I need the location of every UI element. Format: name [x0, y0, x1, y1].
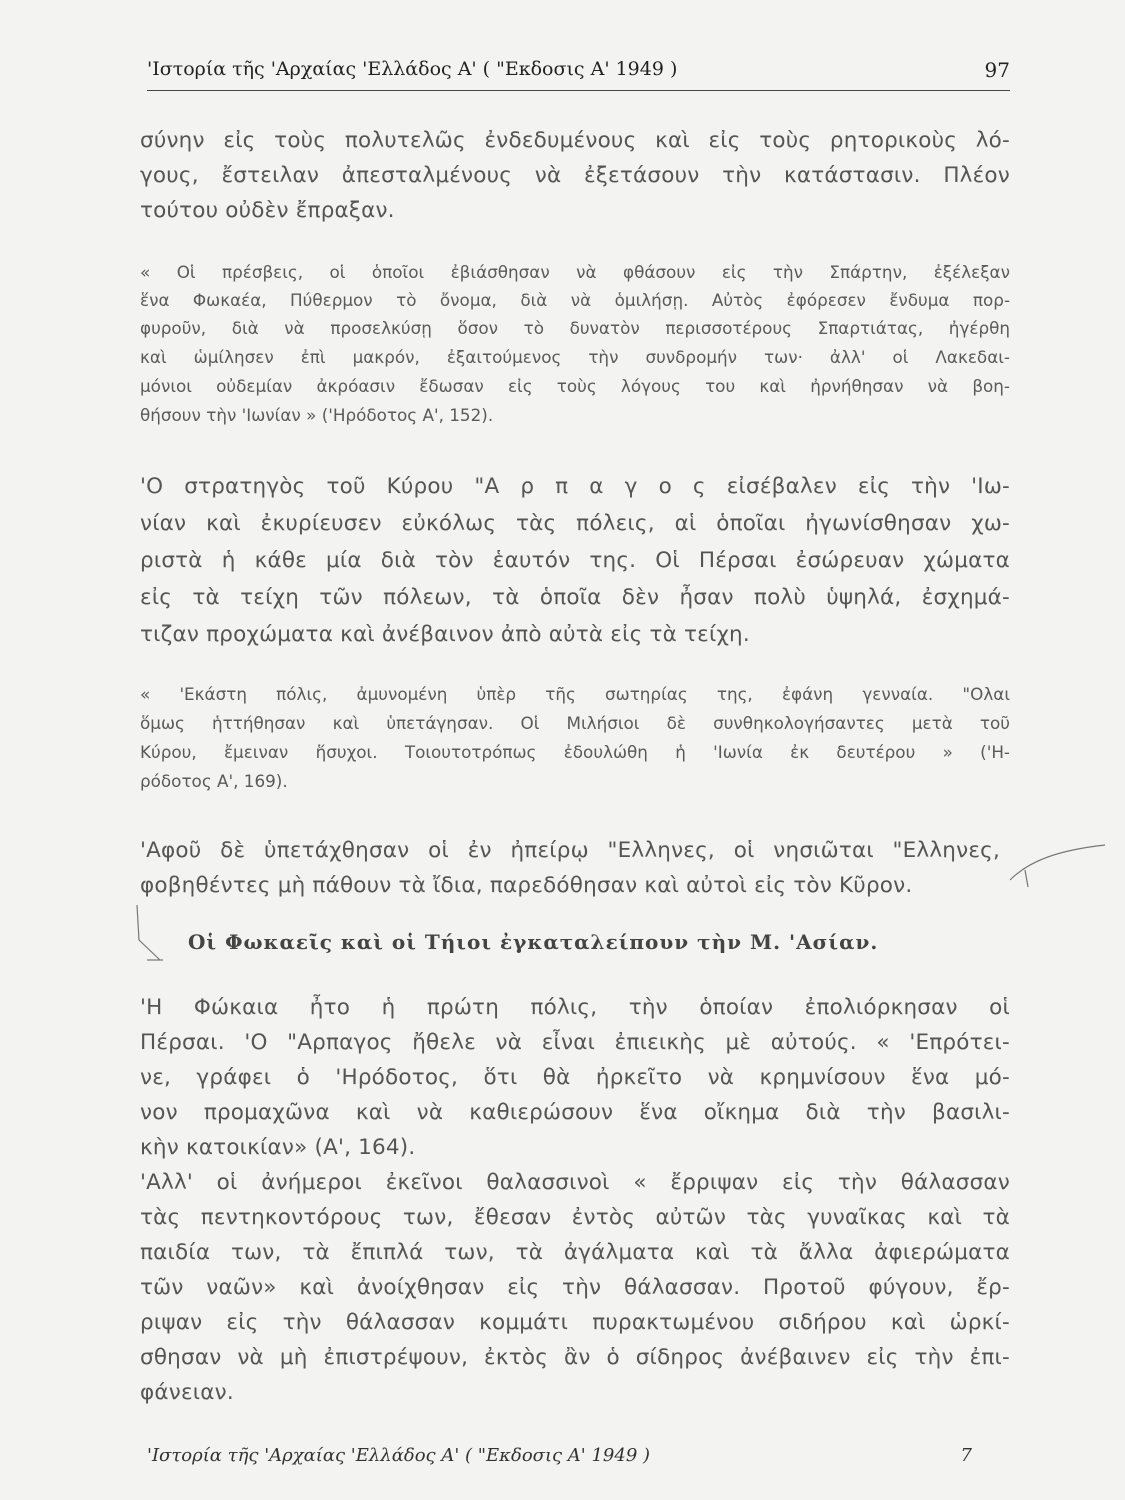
text-line: ριστὰ ἡ κάθε μία διὰ τὸν ἑαυτόν της. Οἱ Πέρσαι ἐσώρευαν χώματα	[140, 548, 1010, 573]
text-line: νε, γράφει ὁ 'Ηρόδοτος, ὅτι θὰ ἠρκεῖτο νὰ κρημνίσουν ἕνα μό-	[140, 1065, 1010, 1090]
text-line: 'Η Φώκαια ἦτο ἡ πρώτη πόλις, τὴν ὁποίαν ἐπολιόρκησαν οἱ	[140, 995, 1010, 1020]
running-header	[147, 56, 1010, 91]
text-line: παιδία των, τὰ ἔπιπλά των, τὰ ἀγάλματα καὶ τὰ ἄλλα ἀφιερώματα	[140, 1240, 1010, 1265]
text-line: σύνην εἰς τοὺς πολυτελῶς ἐνδεδυμένους καὶ εἰς τοὺς ρητορικοὺς λό-	[140, 128, 1010, 153]
text-line: ριψαν εἰς τὴν θάλασσαν κομμάτι πυρακτωμένου σιδήρου καὶ ὡρκί-	[140, 1310, 1010, 1335]
text-line: φάνειαν.	[140, 1380, 234, 1405]
quote-line: ἕνα Φωκαέα, Πύθερμον τὸ ὄνομα, διὰ νὰ ὁμιλήσῃ. Αὐτὸς ἐφόρεσεν ἔνδυμα πορ-	[140, 290, 1010, 310]
text-line: 'Αφοῦ δὲ ὑπετάχθησαν οἱ ἐν ἠπείρῳ "Ελληνες, οἱ νησιῶται "Ελληνες,	[140, 838, 1000, 863]
text-line: 'Ο στρατηγὸς τοῦ Κύρου "Α ρ π α γ ο ς εἰσέβαλεν εἰς τὴν 'Ιω-	[140, 474, 1010, 499]
text-line: 'Αλλ' οἱ ἀνήμεροι ἐκεῖνοι θαλασσινοὶ « ἔρριψαν εἰς τὴν θάλασσαν	[140, 1170, 1010, 1195]
text-line: Πέρσαι. 'Ο "Αρπαγος ἤθελε νὰ εἶναι ἐπιεικὴς μὲ αὐτούς. « 'Επρότει-	[140, 1030, 1010, 1055]
page-number: 97	[984, 58, 1010, 82]
text-line: σθησαν νὰ μὴ ἐπιστρέψουν, ἐκτὸς ἂν ὁ σίδηρος ἀνέβαινεν εἰς τὴν ἐπι-	[140, 1345, 1010, 1370]
text-line: εἰς τὰ τείχη τῶν πόλεων, τὰ ὁποῖα δὲν ἦσαν πολὺ ὑψηλά, ἐσχημά-	[140, 585, 1010, 610]
footer-title: 'Ιστορία τῆς 'Αρχαίας 'Ελλάδος Α' ( "Εκδοσις Α' 1949 )	[147, 1445, 651, 1466]
quote-line: ρόδοτος Α', 169).	[140, 771, 288, 791]
quote-line: θήσουν τὴν 'Ιωνίαν » ('Ηρόδοτος Α', 152).	[140, 405, 494, 425]
text-line: τῶν ναῶν» καὶ ἀνοίχθησαν εἰς τὴν θάλασσαν. Προτοῦ φύγουν, ἔρ-	[140, 1275, 1010, 1300]
text-line: νίαν καὶ ἐκυρίευσεν εὐκόλως τὰς πόλεις, αἱ ὁποῖαι ἠγωνίσθησαν χω-	[140, 511, 1010, 536]
pencil-mark-icon	[1000, 835, 1110, 895]
running-footer	[147, 1445, 972, 1466]
quote-line: « 'Εκάστη πόλις, ἀμυνομένη ὑπὲρ τῆς σωτηρίας της, ἐφάνη γενναία. "Ολαι	[140, 684, 1010, 704]
header-title: 'Ιστορία τῆς 'Αρχαίας 'Ελλάδος Α' ( "Εκδοσις Α' 1949 )	[147, 58, 678, 80]
quote-line: φυροῦν, διὰ νὰ προσελκύσῃ ὅσον τὸ δυνατὸν περισσοτέρους Σπαρτιάτας, ἠγέρθη	[140, 318, 1010, 338]
text-line: κὴν κατοικίαν» (Α', 164).	[140, 1135, 416, 1160]
sheet-number: 7	[960, 1445, 972, 1466]
text-line: τιζαν προχώματα καὶ ἀνέβαινον ἀπὸ αὐτὰ εἰς τὰ τείχη.	[140, 622, 750, 647]
section-heading: Οἱ Φωκαεῖς καὶ οἱ Τήιοι ἐγκαταλείπουν τὴν Μ. 'Ασίαν.	[188, 930, 879, 954]
quote-line: « Οἱ πρέσβεις, οἱ ὁποῖοι ἐβιάσθησαν νὰ φθάσουν εἰς τὴν Σπάρτην, ἐξέλεξαν	[140, 262, 1010, 282]
text-line: τούτου οὐδὲν ἔπραξαν.	[140, 198, 395, 223]
text-line: γους, ἔστειλαν ἀπεσταλμένους νὰ ἐξετάσουν τὴν κατάστασιν. Πλέον	[140, 163, 1010, 188]
text-line: φοβηθέντες μὴ πάθουν τὰ ἴδια, παρεδόθησαν καὶ αὐτοὶ εἰς τὸν Κῦρον.	[140, 873, 913, 898]
text-line: τὰς πεντηκοντόρους των, ἔθεσαν ἐντὸς αὐτῶν τὰς γυναῖκας καὶ τὰ	[140, 1205, 1010, 1230]
pencil-arrow-icon	[125, 900, 185, 970]
quote-line: καὶ ὡμίλησεν ἐπὶ μακρόν, ἐξαιτούμενος τὴν συνδρομήν των· ἀλλ' οἱ Λακεδαι-	[140, 347, 1010, 367]
quote-line: ὅμως ἡττήθησαν καὶ ὑπετάγησαν. Οἱ Μιλήσιοι δὲ συνθηκολογήσαντες μετὰ τοῦ	[140, 713, 1010, 733]
quote-line: Κύρου, ἔμειναν ἥσυχοι. Τοιουτοτρόπως ἐδουλώθη ἡ 'Ιωνία ἐκ δευτέρου » ('Η-	[140, 742, 1010, 762]
text-line: νον προμαχῶνα καὶ νὰ καθιερώσουν ἕνα οἴκημα διὰ τὴν βασιλι-	[140, 1100, 1010, 1125]
quote-line: μόνιοι οὐδεμίαν ἀκρόασιν ἔδωσαν εἰς τοὺς λόγους του καὶ ἠρνήθησαν νὰ βοη-	[140, 376, 1010, 396]
